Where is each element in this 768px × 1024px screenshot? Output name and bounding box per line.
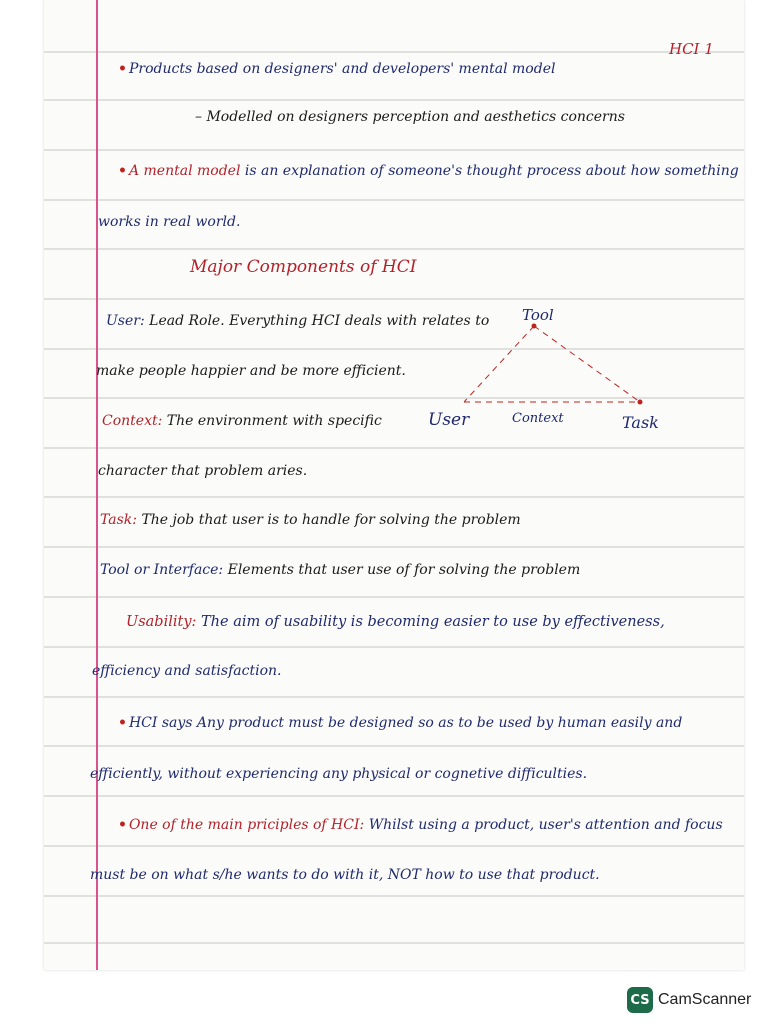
term-usability: Usability: xyxy=(126,614,197,630)
note-line-7: make people happier and be more efficient. xyxy=(96,363,406,379)
diagram-label-tool: Tool xyxy=(522,306,554,324)
note-line-3: • A mental model is an explanation of someone's thought process about how something xyxy=(118,163,739,179)
note-line-17: must be on what s/he wants to do with it, NOT how to use that product. xyxy=(90,867,600,883)
note-line-14: • HCI says Any product must be designed so as to be used by human easily and xyxy=(118,715,683,731)
note-line-4: works in real world. xyxy=(98,214,241,230)
note-line-1: • Products based on designers' and developers' mental model xyxy=(118,61,556,77)
diagram-label-task: Task xyxy=(622,413,659,432)
node-tool xyxy=(532,324,537,329)
edge-tool-user xyxy=(464,326,534,402)
note-line-context: Context: The environment with specific xyxy=(102,413,382,429)
camscanner-brand: CamScanner xyxy=(658,991,752,1008)
note-line-15: efficiently, without experiencing any physical or cognetive difficulties. xyxy=(90,766,588,782)
term-task: Task: xyxy=(100,512,137,528)
bullet-dot: • xyxy=(118,163,127,179)
term-context: Context: xyxy=(102,413,163,429)
camscanner-watermark xyxy=(627,987,751,1013)
bullet-dot: • xyxy=(118,61,127,77)
diagram-label-context: Context xyxy=(512,411,564,426)
section-heading: Major Components of HCI xyxy=(190,257,417,277)
note-line-usability: Usability: The aim of usability is becoming easier to use by effectiveness, xyxy=(126,614,665,630)
note-line-9: character that problem aries. xyxy=(98,463,308,479)
note-line-user: User: Lead Role. Everything HCI deals with relates to xyxy=(106,313,490,329)
note-line-tool: Tool or Interface: Elements that user use of for solving the problem xyxy=(100,562,581,578)
note-line-13: efficiency and satisfaction. xyxy=(92,663,282,679)
note-line-2: – Modelled on designers perception and aesthetics concerns xyxy=(195,109,625,125)
edge-tool-task xyxy=(534,326,640,402)
camscanner-logo-icon: CS xyxy=(627,987,653,1013)
term-mental-model: A mental model xyxy=(128,163,241,179)
diagram-label-user: User xyxy=(428,410,470,430)
term-tool-interface: Tool or Interface: xyxy=(100,562,224,578)
page-corner-label: HCI 1 xyxy=(669,40,714,58)
note-line-task: Task: The job that user is to handle for solving the problem xyxy=(100,512,521,528)
note-line-principle: • One of the main priciples of HCI: Whilst using a product, user's attention and focus xyxy=(118,817,723,833)
node-task xyxy=(638,400,643,405)
bullet-dot: • xyxy=(118,817,127,833)
bullet-dot: • xyxy=(118,715,127,731)
term-user: User: xyxy=(106,313,145,329)
term-principle: One of the main priciples of HCI: xyxy=(128,817,365,833)
